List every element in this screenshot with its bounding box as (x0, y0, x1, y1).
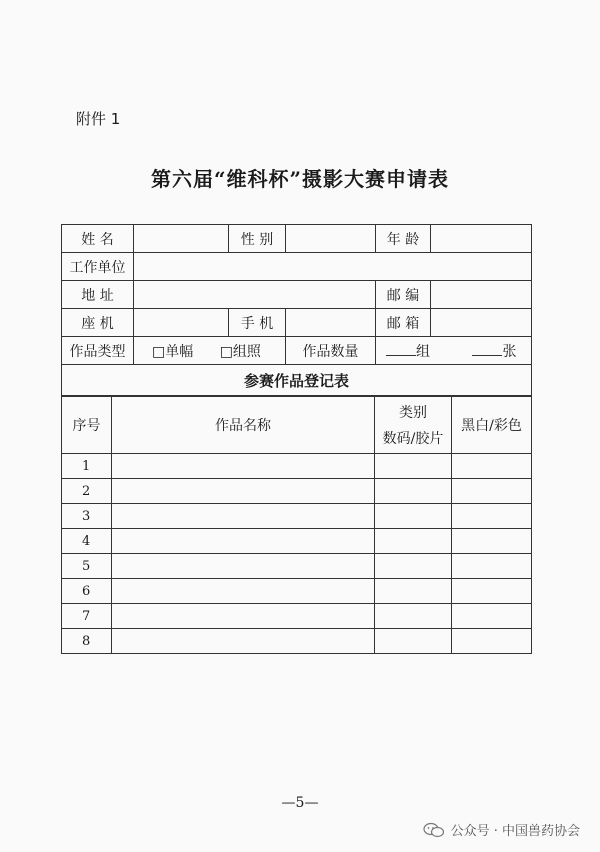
address-field[interactable] (134, 281, 376, 309)
table-row (62, 579, 532, 604)
table-row (62, 454, 532, 479)
postcode-label: 邮 编 (376, 281, 431, 309)
table-row (62, 529, 532, 554)
age-field[interactable] (431, 225, 532, 253)
work-name-cell[interactable] (112, 579, 375, 604)
name-field[interactable] (134, 225, 229, 253)
registration-table (61, 396, 532, 654)
work-name-header: 作品名称 (112, 397, 375, 454)
sheet-count-blank[interactable] (472, 343, 502, 356)
group-count-blank[interactable] (386, 343, 416, 356)
address-label: 地 址 (62, 281, 134, 309)
work-unit-label: 工作单位 (62, 253, 134, 281)
category-cell[interactable] (375, 554, 452, 579)
work-type-label: 作品类型 (62, 337, 134, 365)
work-name-cell[interactable] (112, 529, 375, 554)
table-row (62, 504, 532, 529)
color-cell[interactable] (452, 454, 532, 479)
form-row-work-unit (62, 253, 532, 281)
name-label: 姓 名 (62, 225, 134, 253)
email-label: 邮 箱 (376, 309, 431, 337)
gender-field[interactable] (286, 225, 376, 253)
work-name-cell[interactable] (112, 504, 375, 529)
mobile-field[interactable] (286, 309, 376, 337)
watermark (423, 820, 580, 839)
mobile-label: 手 机 (229, 309, 286, 337)
serial-header: 序号 (62, 397, 112, 454)
table-row (62, 479, 532, 504)
group-photo-checkbox[interactable]: □组照 (219, 343, 261, 360)
table-row (62, 604, 532, 629)
application-form (61, 224, 532, 396)
work-name-cell[interactable] (112, 604, 375, 629)
serial-cell: 2 (62, 479, 112, 504)
group-unit: 组 (416, 343, 430, 360)
wechat-icon (423, 822, 445, 838)
landline-label: 座 机 (62, 309, 134, 337)
color-cell[interactable] (452, 529, 532, 554)
watermark-text: 公众号 · 中国兽药协会 (450, 824, 580, 839)
serial-cell: 6 (62, 579, 112, 604)
form-row-address (62, 281, 532, 309)
work-name-cell[interactable] (112, 554, 375, 579)
registration-header-row (62, 397, 532, 454)
color-header: 黑白/彩色 (452, 397, 532, 454)
category-cell[interactable] (375, 579, 452, 604)
category-cell[interactable] (375, 454, 452, 479)
category-cell[interactable] (375, 629, 452, 654)
work-name-cell[interactable] (112, 454, 375, 479)
attachment-label: 附件 1 (76, 110, 121, 128)
work-name-cell[interactable] (112, 629, 375, 654)
category-cell[interactable] (375, 529, 452, 554)
category-cell[interactable] (375, 504, 452, 529)
form-row-section (62, 365, 532, 396)
category-header-main: 类别 (399, 405, 427, 421)
color-cell[interactable] (452, 629, 532, 654)
category-header (375, 397, 452, 454)
color-cell[interactable] (452, 554, 532, 579)
registration-title: 参赛作品登记表 (62, 365, 532, 396)
work-name-cell[interactable] (112, 479, 375, 504)
page-number: —5— (281, 795, 319, 811)
serial-cell: 7 (62, 604, 112, 629)
serial-cell: 4 (62, 529, 112, 554)
category-header-sub: 数码/胶片 (382, 431, 444, 447)
work-count-label: 作品数量 (286, 337, 376, 365)
landline-field[interactable] (134, 309, 229, 337)
form-row-work-type (62, 337, 532, 365)
age-label: 年 龄 (376, 225, 431, 253)
single-checkbox[interactable]: □单幅 (152, 343, 194, 360)
table-row (62, 629, 532, 654)
serial-cell: 1 (62, 454, 112, 479)
work-unit-field[interactable] (134, 253, 532, 281)
color-cell[interactable] (452, 579, 532, 604)
color-cell[interactable] (452, 604, 532, 629)
email-field[interactable] (431, 309, 532, 337)
work-count-field[interactable] (376, 337, 532, 365)
work-type-options (134, 337, 286, 365)
serial-cell: 5 (62, 554, 112, 579)
postcode-field[interactable] (431, 281, 532, 309)
color-cell[interactable] (452, 479, 532, 504)
category-cell[interactable] (375, 604, 452, 629)
category-cell[interactable] (375, 479, 452, 504)
sheet-unit: 张 (502, 343, 517, 360)
serial-cell: 3 (62, 504, 112, 529)
form-row-personal (62, 225, 532, 253)
table-row (62, 554, 532, 579)
form-row-contact (62, 309, 532, 337)
document-title: 第六届“维科杯”摄影大赛申请表 (150, 167, 449, 191)
gender-label: 性 别 (229, 225, 286, 253)
serial-cell: 8 (62, 629, 112, 654)
color-cell[interactable] (452, 504, 532, 529)
